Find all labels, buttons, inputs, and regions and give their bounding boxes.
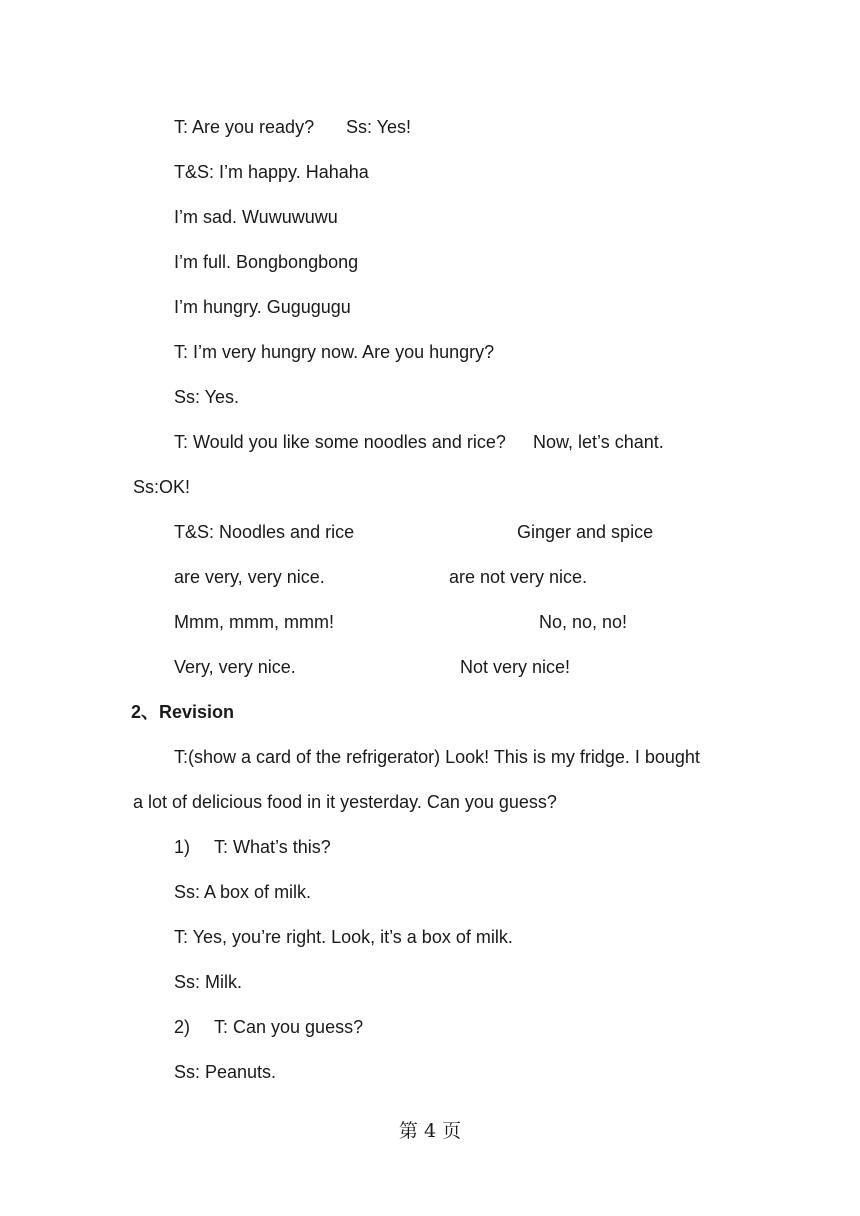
dialogue-line-2: T&S: I’m happy. Hahaha xyxy=(174,162,369,182)
chant-line-4-left: Very, very nice. xyxy=(174,657,296,677)
chant-line-3-left: Mmm, mmm, mmm! xyxy=(174,612,334,632)
dialogue-line-6: T: I’m very hungry now. Are you hungry? xyxy=(174,342,495,362)
chant-line-2-left: are very, very nice. xyxy=(174,567,325,587)
dialogue-line-8-right: Now, let’s chant. xyxy=(533,432,664,452)
dialogue-line-1-right: Ss: Yes! xyxy=(346,117,412,137)
revision-line-6: Ss: Milk. xyxy=(174,972,243,992)
dialogue-line-8-left: T: Would you like some noodles and rice? xyxy=(174,432,506,452)
chant-line-2-right: are not very nice. xyxy=(449,567,588,587)
revision-line-8: Ss: Peanuts. xyxy=(174,1062,277,1082)
revision-line-5: T: Yes, you’re right. Look, it’s a box of milk. xyxy=(174,927,513,947)
dialogue-line-3: I’m sad. Wuwuwuwu xyxy=(174,207,338,227)
dialogue-line-7: Ss: Yes. xyxy=(174,387,240,407)
revision-line-2: a lot of delicious food in it yesterday. Can you guess? xyxy=(133,792,557,812)
chant-line-4-right: Not very nice! xyxy=(460,657,571,677)
list-item-2-text: T: Can you guess? xyxy=(214,1017,364,1037)
revision-line-4: Ss: A box of milk. xyxy=(174,882,312,902)
chant-line-1-right: Ginger and spice xyxy=(517,522,654,542)
section-heading-revision: 2、Revision xyxy=(131,702,235,722)
list-item-1-text: T: What’s this? xyxy=(214,837,331,857)
chant-line-1-left: T&S: Noodles and rice xyxy=(174,522,355,542)
chant-line-3-right: No, no, no! xyxy=(539,612,628,632)
revision-line-1: T:(show a card of the refrigerator) Look! This is my fridge. I bought xyxy=(174,747,700,767)
dialogue-line-4: I’m full. Bongbongbong xyxy=(174,252,359,272)
dialogue-line-1-left: T: Are you ready? xyxy=(174,117,315,137)
dialogue-line-5: I’m hungry. Gugugugu xyxy=(174,297,351,317)
list-number-2: 2) xyxy=(174,1017,191,1037)
page-number-footer: 第 4 页 xyxy=(398,1120,462,1142)
list-number-1: 1) xyxy=(174,837,191,857)
dialogue-line-9: Ss:OK! xyxy=(133,477,191,497)
